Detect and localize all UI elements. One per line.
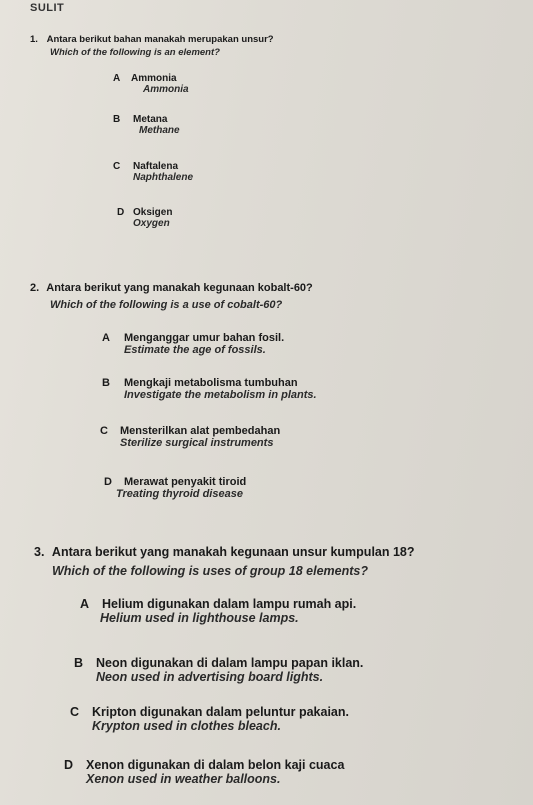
option-letter: C (70, 705, 80, 719)
option-letter: A (113, 73, 121, 84)
option-letter: D (64, 758, 74, 772)
option-1a[interactable] (113, 73, 189, 95)
question-text-english: Which of the following is uses of group 18 elements? (52, 564, 368, 578)
option-text-english: Naphthalene (133, 172, 194, 183)
question-text-malay: Antara berikut bahan manakah merupakan unsur? (46, 34, 274, 45)
option-text-english: Estimate the age of fossils. (124, 344, 266, 356)
option-text-english: Treating thyroid disease (116, 488, 243, 500)
option-text-malay: Merawat penyakit tiroid (124, 476, 247, 488)
option-3d[interactable] (64, 758, 344, 786)
option-text-malay: Neon digunakan di dalam lampu papan iklan. (96, 656, 364, 670)
option-3a[interactable] (80, 597, 356, 625)
option-text-english: Oxygen (133, 218, 170, 229)
question-3 (34, 545, 415, 578)
option-letter: B (113, 114, 121, 125)
option-text-malay: Xenon digunakan di dalam belon kaji cuaca (86, 758, 345, 772)
option-1b[interactable] (113, 114, 180, 136)
question-1 (30, 34, 274, 58)
option-2d[interactable] (104, 476, 246, 500)
option-letter: D (117, 207, 125, 218)
header-title: SULIT (30, 2, 65, 14)
option-3b[interactable] (74, 656, 363, 684)
option-letter: B (102, 377, 110, 389)
option-text-english: Methane (139, 125, 180, 136)
option-letter: A (80, 597, 90, 611)
question-number: 3. (34, 545, 45, 559)
option-1c[interactable] (113, 161, 193, 183)
option-text-english: Helium used in lighthouse lamps. (100, 611, 299, 625)
question-number: 1. (30, 34, 38, 45)
option-text-malay: Metana (133, 114, 168, 125)
question-2 (30, 282, 313, 311)
question-text-malay: Antara berikut yang manakah kegunaan unsur kumpulan 18? (51, 545, 415, 559)
option-letter: C (113, 161, 121, 172)
option-1d[interactable] (117, 207, 172, 229)
option-text-malay: Helium digunakan dalam lampu rumah api. (102, 597, 357, 611)
option-2a[interactable] (102, 332, 284, 356)
option-text-malay: Ammonia (131, 73, 177, 84)
option-2c[interactable] (100, 425, 280, 449)
option-2b[interactable] (102, 377, 317, 401)
option-text-malay: Kripton digunakan dalam peluntur pakaian. (92, 705, 349, 719)
question-text-english: Which of the following is a use of cobalt-60? (50, 299, 283, 311)
option-text-english: Neon used in advertising board lights. (96, 670, 324, 684)
option-letter: D (104, 476, 112, 488)
option-text-english: Ammonia (143, 84, 189, 95)
option-text-english: Sterilize surgical instruments (120, 437, 274, 449)
option-letter: A (102, 332, 110, 344)
option-text-malay: Naftalena (133, 161, 179, 172)
option-3c[interactable] (70, 705, 349, 733)
option-text-english: Krypton used in clothes bleach. (92, 719, 281, 733)
option-text-malay: Mensterilkan alat pembedahan (120, 425, 281, 437)
option-text-malay: Oksigen (133, 207, 173, 218)
option-text-malay: Mengkaji metabolisma tumbuhan (124, 377, 298, 389)
question-text-malay: Antara berikut yang manakah kegunaan kobalt-60? (46, 282, 313, 294)
option-text-english: Xenon used in weather balloons. (86, 772, 281, 786)
option-text-english: Investigate the metabolism in plants. (124, 389, 317, 401)
option-text-malay: Menganggar umur bahan fosil. (124, 332, 285, 344)
option-letter: B (74, 656, 84, 670)
question-text-english: Which of the following is an element? (50, 47, 220, 58)
question-number: 2. (30, 282, 40, 294)
option-letter: C (100, 425, 108, 437)
